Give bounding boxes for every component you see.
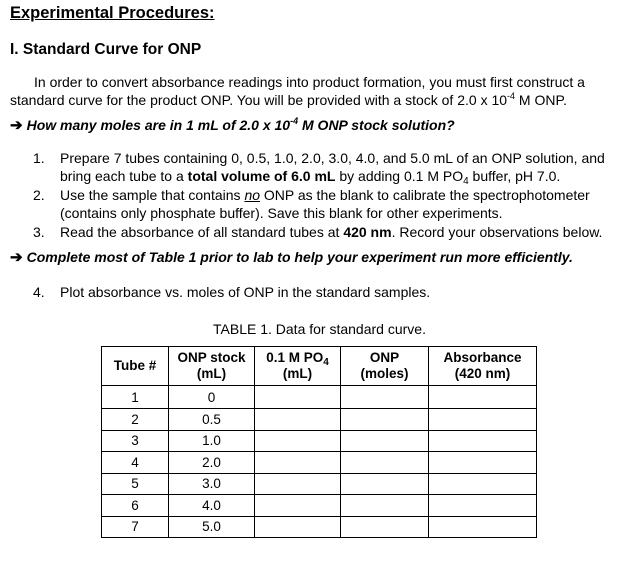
step-emphasis-text: no	[244, 187, 261, 203]
table-row	[102, 495, 537, 517]
cell-po4	[255, 409, 341, 431]
step-text: Use the sample that contains	[60, 187, 245, 203]
cell-po4	[255, 516, 341, 538]
cell-onp-moles	[341, 430, 429, 452]
cell-onp-moles	[341, 495, 429, 517]
header-subscript: 4	[323, 357, 329, 368]
question-line	[10, 116, 455, 134]
cell-absorbance	[429, 473, 537, 495]
step-number: 3.	[33, 224, 45, 240]
intro-text-1: In order to convert absorbance readings into product formation, you must first construct a standard curve for the product ONP. You will be provided with a stock of 2.0 x 10	[10, 74, 585, 108]
intro-exponent: -4	[507, 91, 516, 101]
step-text: . Record your observations below.	[391, 224, 603, 240]
arrow-right-icon: ➔	[10, 117, 23, 134]
step-bold-text: 420 nm	[343, 224, 392, 240]
header-label: ONP	[369, 350, 400, 365]
header-label: ONP stock	[177, 350, 246, 365]
header-label: Tube #	[113, 358, 157, 373]
cell-onp-stock: 0	[169, 386, 255, 409]
question-text-1: How many moles are in 1 mL of 2.0 x 10	[26, 117, 291, 133]
table-row	[102, 516, 537, 538]
header-tube	[102, 347, 169, 386]
table-row	[102, 430, 537, 452]
cell-po4	[255, 452, 341, 474]
cell-tube: 3	[102, 430, 169, 452]
header-label: 0.1 M PO	[266, 350, 324, 365]
cell-absorbance	[429, 516, 537, 538]
table-row	[102, 409, 537, 431]
step-bold-text: total volume of 6.0 mL	[187, 167, 336, 184]
question-text-2: M ONP stock solution?	[298, 117, 455, 133]
step-number: 2.	[33, 187, 45, 203]
cell-onp-stock: 1.0	[169, 430, 255, 452]
step-number: 1.	[33, 150, 45, 166]
step-number: 4.	[33, 284, 45, 300]
cell-absorbance	[429, 495, 537, 517]
cell-onp-moles	[341, 516, 429, 538]
intro-text-2: M ONP.	[515, 92, 567, 108]
cell-tube: 7	[102, 516, 169, 538]
step-text: ONP as the blank to calibrate the spectrophotometer (contains only phosphate buffer). Save this blank for other experiments.	[60, 187, 590, 221]
cell-absorbance	[429, 452, 537, 474]
header-unit: (mL)	[196, 366, 227, 381]
header-unit: (mL)	[282, 366, 313, 381]
page-heading: Experimental Procedures:	[10, 4, 215, 22]
step-text: buffer, pH 7.0.	[468, 167, 561, 184]
step-text: by adding 0.1 M PO	[335, 167, 464, 184]
table-row	[102, 452, 537, 474]
cell-po4	[255, 386, 341, 409]
arrow-right-icon: ➔	[10, 249, 23, 266]
cell-onp-moles	[341, 473, 429, 495]
cell-onp-moles	[341, 409, 429, 431]
header-absorbance	[429, 347, 537, 386]
cell-tube: 4	[102, 452, 169, 474]
intro-paragraph	[10, 73, 632, 109]
step-3	[33, 224, 633, 242]
cell-onp-stock: 4.0	[169, 495, 255, 517]
cell-po4	[255, 495, 341, 517]
step-2	[33, 187, 633, 222]
cell-onp-stock: 5.0	[169, 516, 255, 538]
cell-tube: 1	[102, 386, 169, 409]
step-text: Read the absorbance of all standard tubes at	[60, 224, 344, 240]
procedure-steps	[33, 150, 633, 244]
header-onp-moles	[341, 347, 429, 386]
cell-tube: 2	[102, 409, 169, 431]
cell-onp-moles	[341, 386, 429, 409]
header-po4	[255, 347, 341, 386]
step-subscript: 4	[463, 175, 469, 187]
table-row	[102, 386, 537, 409]
table-caption: TABLE 1. Data for standard curve.	[213, 321, 426, 337]
cell-po4	[255, 430, 341, 452]
section-title: I. Standard Curve for ONP	[10, 41, 202, 58]
step-4	[33, 284, 430, 300]
note-line	[10, 248, 573, 266]
header-onp-stock	[169, 347, 255, 386]
cell-absorbance	[429, 386, 537, 409]
header-unit: (420 nm)	[454, 366, 511, 381]
cell-onp-stock: 0.5	[169, 409, 255, 431]
table-header-row	[102, 347, 537, 386]
cell-absorbance	[429, 409, 537, 431]
cell-tube: 5	[102, 473, 169, 495]
header-label: Absorbance	[443, 350, 522, 365]
question-exponent: -4	[290, 116, 299, 126]
cell-absorbance	[429, 430, 537, 452]
step-1	[33, 150, 633, 185]
note-text: Complete most of Table 1 prior to lab to help your experiment run more efficiently.	[26, 249, 573, 265]
table-row	[102, 473, 537, 495]
cell-tube: 6	[102, 495, 169, 517]
cell-onp-moles	[341, 452, 429, 474]
cell-onp-stock: 3.0	[169, 473, 255, 495]
standard-curve-table	[101, 346, 537, 538]
step-text: Prepare 7 tubes containing 0, 0.5, 1.0, 2.0, 3.0, 4.0, and 5.0 mL of an ONP solution, and bring each tube to a	[60, 150, 605, 184]
cell-onp-stock: 2.0	[169, 452, 255, 474]
header-unit: (moles)	[360, 366, 409, 381]
cell-po4	[255, 473, 341, 495]
step-text: Plot absorbance vs. moles of ONP in the standard samples.	[60, 284, 431, 300]
